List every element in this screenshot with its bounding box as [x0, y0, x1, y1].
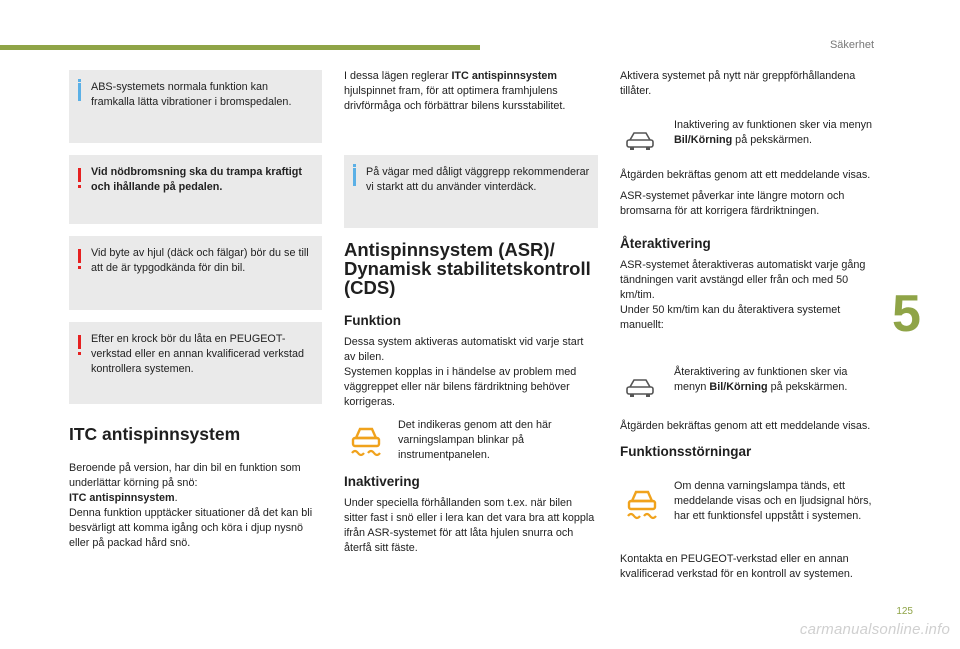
menu-reactivate-text: Återaktivering av funktionen sker via menyn Bil/Körning på pekskärmen. [674, 366, 848, 393]
car-touchscreen-icon [620, 128, 660, 156]
reactivate-note: Aktivera systemet på nytt när greppförhållandena tillåter. [620, 70, 856, 97]
asr-effect-text: ASR-systemet påverkar inte längre motorn och bromsarna för att korrigera färdriktningen. [620, 190, 845, 217]
contact-workshop-text: Kontakta en PEUGEOT-verkstad eller en annan kvalificerad verkstad för en kontroll av systemen. [620, 553, 853, 580]
note-collision [69, 322, 322, 404]
col3-intro [620, 69, 875, 99]
col3-contact [620, 552, 875, 582]
warning-icon [78, 168, 81, 182]
warning-icon [78, 249, 81, 263]
note-wheel-change-text: Vid byte av hjul (däck och fälgar) bör du se till att de är typgodkända för din bil. [91, 247, 309, 274]
menu-deactivate-text: Inaktivering av funktionen sker via menyn Bil/Körning på pekskärmen. [674, 119, 873, 146]
page-number: 125 [896, 606, 913, 617]
col3-confirm [620, 168, 875, 333]
itc-title: ITC antispinnsystem [69, 424, 241, 444]
itc-paragraph-2: Denna funktion upptäcker situationer då det kan bli besvärligt att komma igång och köra i djup nysnö eller på packad hård snö. [69, 507, 313, 549]
itc-intro-text: I dessa lägen reglerar ITC antispinnsystem hjulspinnet fram, för att optimera framhjulens drivförmåga och förbättrar bilens kursstabilitet. [344, 70, 566, 112]
itc-paragraph-1: Beroende på version, har din bil en funktion som underlättar körning på snö: ITC antispinnsystem. [69, 462, 301, 504]
note-winter-tyres [344, 155, 598, 228]
info-icon [353, 168, 356, 186]
esp-warning-lamp-icon [344, 420, 388, 460]
warning-icon [78, 335, 81, 349]
chapter-number: 5 [892, 285, 921, 343]
note-abs-text: ABS-systemets normala funktion kan framkalla lätta vibrationer i bromspedalen. [91, 81, 292, 108]
note-winter-tyres-text: På vägar med dåligt väggrepp rekommenderar vi starkt att du använder vinterdäck. [366, 166, 590, 193]
itc-intro [344, 69, 599, 114]
col3-confirm-2 [620, 419, 875, 460]
fault-lamp-text: Om denna varningslampa tänds, ett meddelande visas och en ljudsignal hörs, har ett funktionsfel uppstått i systemen. [674, 480, 872, 522]
asr-section [344, 240, 602, 410]
ateraktivering-paragraph-1: ASR-systemet återaktiveras automatiskt varje gång tändningen varit avstängd eller från och med 50 km/tim. [620, 259, 866, 301]
note-wheel-change [69, 236, 322, 310]
info-icon [78, 83, 81, 101]
ateraktivering-title: Återaktivering [620, 236, 711, 251]
watermark: carmanualsonline.info [799, 621, 950, 638]
esp-warning-lamp-icon [620, 483, 664, 523]
ateraktivering-paragraph-2: Under 50 km/tim kan du återaktivera systemet manuellt: [620, 304, 841, 331]
lamp-text: Det indikeras genom att den här varningslampan blinkar på instrumentpanelen. [398, 419, 552, 461]
inaktivering-section [344, 474, 599, 556]
car-touchscreen-icon [620, 375, 660, 403]
note-emergency-brake-text: Vid nödbromsning ska du trampa kraftigt och ihållande på pedalen. [91, 166, 302, 193]
funktionsstorningar-title: Funktionsstörningar [620, 444, 752, 459]
inaktivering-title: Inaktivering [344, 474, 420, 489]
confirm-text-1: Åtgärden bekräftas genom att ett meddelande visas. [620, 169, 871, 181]
asr-title: Antispinnsystem (ASR)/ Dynamisk stabilitetskontroll (CDS) [344, 239, 591, 298]
note-collision-text: Efter en krock bör du låta en PEUGEOT-verkstad eller en annan kvalificerad verkstad kontrollera systemen. [91, 333, 305, 375]
itc-section [69, 425, 324, 551]
note-emergency-brake [69, 155, 322, 224]
funktion-title: Funktion [344, 313, 401, 328]
funktion-paragraph-1: Dessa system aktiveras automatiskt vid varje start av bilen. [344, 336, 584, 363]
confirm-text-2: Åtgärden bekräftas genom att ett meddelande visas. [620, 420, 871, 432]
inaktivering-paragraph: Under speciella förhållanden som t.ex. när bilen sitter fast i snö eller i lera kan det vara bra att koppla ifrån ASR-systemet för att låta hjulen snurra och återfå sitt fäste. [344, 497, 595, 554]
note-abs [69, 70, 322, 143]
section-name: Säkerhet [829, 39, 874, 51]
funktion-paragraph-2: Systemen kopplas in i händelse av problem med väggreppet eller när bilens färdriktning behöver korrigeras. [344, 366, 577, 408]
header-accent-bar [0, 45, 480, 50]
